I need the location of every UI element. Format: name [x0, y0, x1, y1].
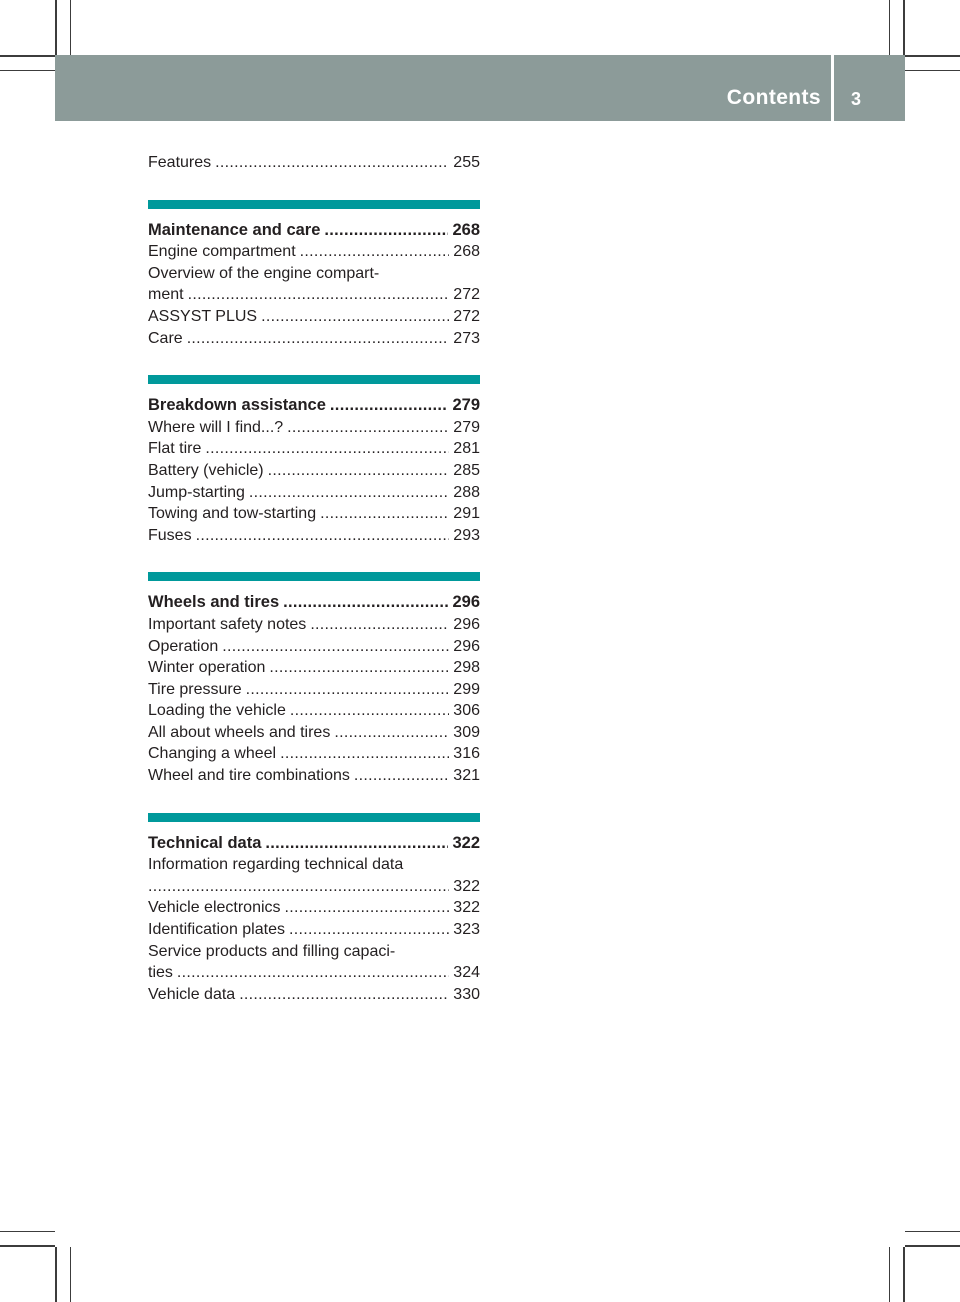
- toc-entry-continued[interactable]: [148, 962, 480, 984]
- dot-leader: [330, 395, 449, 417]
- toc-entry-label: Overview of the engine compart-: [148, 264, 380, 282]
- toc-entry[interactable]: [148, 941, 480, 963]
- toc-entry-page: 324: [453, 964, 480, 982]
- page-header: [55, 55, 905, 121]
- toc-entry-label: Engine compartment: [148, 243, 296, 261]
- toc-entry[interactable]: [148, 241, 480, 263]
- toc-entry-page: 298: [453, 659, 480, 677]
- toc-entry-label: Service products and filling capaci-: [148, 942, 396, 960]
- toc-entry[interactable]: [148, 657, 480, 679]
- toc-entry-page: 306: [453, 702, 480, 720]
- dot-leader: [268, 460, 450, 482]
- page-number: 3: [851, 89, 862, 109]
- toc-entry-page: 321: [453, 767, 480, 785]
- dot-leader: [246, 679, 450, 701]
- toc-section-title: Maintenance and care: [148, 220, 321, 239]
- toc-entry-label: Changing a wheel: [148, 745, 277, 763]
- section-bar: [148, 813, 480, 822]
- toc-entry[interactable]: [148, 482, 480, 504]
- toc-section-page: 296: [452, 593, 480, 612]
- dot-leader: [289, 919, 449, 941]
- toc-entry[interactable]: [148, 525, 480, 547]
- dot-leader: [283, 592, 448, 614]
- toc-entry-label: Care: [148, 329, 183, 347]
- toc-entry-page: 296: [453, 637, 480, 655]
- toc-section-page: 279: [452, 396, 480, 415]
- toc-entry[interactable]: [148, 152, 480, 174]
- toc-entry-label: Identification plates: [148, 921, 285, 939]
- toc-entry[interactable]: [148, 614, 480, 636]
- toc-entry[interactable]: [148, 503, 480, 525]
- toc-entry-label: Tire pressure: [148, 680, 242, 698]
- toc-entry-label: Wheel and tire combinations: [148, 767, 350, 785]
- crop-mark: [905, 1245, 960, 1247]
- toc-section-title: Wheels and tires: [148, 593, 280, 612]
- toc-entry-page: 272: [453, 307, 480, 325]
- toc-entry-label: Important safety notes: [148, 615, 307, 633]
- toc-entry-label: ASSYST PLUS: [148, 307, 258, 325]
- toc-entry[interactable]: [148, 897, 480, 919]
- dot-leader: [290, 700, 449, 722]
- toc-entry-continued[interactable]: [148, 284, 480, 306]
- crop-mark: [889, 1247, 890, 1302]
- toc-entry-page: 255: [453, 154, 480, 171]
- toc-section-heading[interactable]: [148, 395, 480, 417]
- dot-leader: [187, 328, 450, 350]
- crop-mark: [905, 1231, 960, 1232]
- toc-entry-page: 330: [453, 985, 480, 1003]
- toc-entry-page: 299: [453, 680, 480, 698]
- toc-entry-label: Fuses: [148, 526, 192, 544]
- toc-entry-page: 323: [453, 921, 480, 939]
- toc-entry-page: 281: [453, 440, 480, 458]
- toc-entry[interactable]: [148, 438, 480, 460]
- crop-mark: [0, 55, 55, 57]
- dot-leader: [249, 482, 449, 504]
- toc-entry-label: Information regarding technical data: [148, 856, 404, 874]
- crop-mark: [55, 1247, 57, 1302]
- toc-entry[interactable]: [148, 743, 480, 765]
- dot-leader: [196, 525, 450, 547]
- toc-entry-page: 309: [453, 723, 480, 741]
- toc-entry-page: 291: [453, 505, 480, 523]
- dot-leader: [320, 503, 449, 525]
- toc-entry-label: Vehicle electronics: [148, 899, 281, 917]
- toc-entry[interactable]: [148, 854, 480, 876]
- toc-entry[interactable]: [148, 460, 480, 482]
- toc-entry-label: Jump-starting: [148, 483, 245, 501]
- toc-entry-label: Towing and tow-starting: [148, 505, 317, 523]
- crop-mark: [55, 0, 57, 55]
- toc-entry[interactable]: [148, 919, 480, 941]
- toc-entry[interactable]: [148, 328, 480, 350]
- toc-section-heading[interactable]: [148, 833, 480, 855]
- dot-leader: [354, 765, 449, 787]
- toc-entry-page: 273: [453, 329, 480, 347]
- toc-entry[interactable]: [148, 984, 480, 1006]
- toc-section-heading[interactable]: [148, 220, 480, 242]
- toc-entry[interactable]: [148, 417, 480, 439]
- toc-entry[interactable]: [148, 765, 480, 787]
- toc-entry-label-continued: ment: [148, 286, 184, 304]
- toc-entry-page: 316: [453, 745, 480, 763]
- toc-entry-page: 322: [453, 899, 480, 917]
- toc-entry-label: Features: [148, 154, 212, 171]
- toc-entry-label: Where will I find...?: [148, 418, 284, 436]
- dot-leader: [205, 438, 449, 460]
- toc-entry-page: 268: [453, 243, 480, 261]
- crop-mark: [0, 70, 55, 71]
- toc-entry-label: Battery (vehicle): [148, 461, 264, 479]
- toc-entry-page: 285: [453, 461, 480, 479]
- section-bar: [148, 572, 480, 581]
- dot-leader: [269, 657, 449, 679]
- toc-entry[interactable]: [148, 679, 480, 701]
- toc-entry-label: Loading the vehicle: [148, 702, 286, 720]
- toc-section-page: 322: [452, 833, 480, 852]
- crop-mark: [0, 1245, 55, 1247]
- crop-mark: [70, 0, 71, 55]
- toc-section-title: Breakdown assistance: [148, 396, 326, 415]
- toc-entry[interactable]: [148, 306, 480, 328]
- toc-entry-page: 296: [453, 615, 480, 633]
- dot-leader: [239, 984, 449, 1006]
- toc-entry-label-continued: ties: [148, 964, 173, 982]
- toc-entry-page: 272: [453, 286, 480, 304]
- toc-entry[interactable]: [148, 263, 480, 285]
- dot-leader: [280, 743, 449, 765]
- crop-mark: [905, 70, 960, 71]
- dot-leader: [222, 636, 449, 658]
- dot-leader: [177, 962, 449, 984]
- toc-entry-label: All about wheels and tires: [148, 723, 331, 741]
- dot-leader: [265, 833, 448, 855]
- dot-leader: [324, 220, 448, 242]
- crop-mark: [889, 0, 890, 55]
- toc-entry-label: Operation: [148, 637, 219, 655]
- dot-leader: [300, 241, 450, 263]
- crop-mark: [903, 1247, 905, 1302]
- toc-section-page: 268: [452, 220, 480, 239]
- toc-entry-page: 288: [453, 483, 480, 501]
- crop-mark: [0, 1231, 55, 1232]
- toc-entry-page: 293: [453, 526, 480, 544]
- toc-entry-page: 279: [453, 418, 480, 436]
- dot-leader: [310, 614, 449, 636]
- crop-mark: [905, 55, 960, 57]
- header-divider: [831, 55, 834, 121]
- toc-entry-page: 322: [453, 877, 480, 895]
- table-of-contents: [148, 152, 480, 1005]
- crop-mark: [903, 0, 905, 55]
- toc-entry-label: Winter operation: [148, 659, 266, 677]
- toc-entry[interactable]: [148, 700, 480, 722]
- dot-leader: [285, 897, 450, 919]
- dot-leader: [188, 284, 450, 306]
- toc-entry[interactable]: [148, 722, 480, 744]
- toc-entry-label: Flat tire: [148, 440, 202, 458]
- dot-leader: [261, 306, 449, 328]
- page-title: Contents: [726, 86, 821, 109]
- dot-leader: [287, 417, 449, 439]
- toc-entry[interactable]: [148, 636, 480, 658]
- toc-section-title: Technical data: [148, 833, 262, 852]
- section-bar: [148, 200, 480, 209]
- section-bar: [148, 375, 480, 384]
- dot-leader: [215, 152, 449, 174]
- dot-leader: [148, 876, 449, 898]
- crop-mark: [70, 1247, 71, 1302]
- toc-entry-label: Vehicle data: [148, 985, 236, 1003]
- dot-leader: [334, 722, 449, 744]
- toc-entry-continued[interactable]: [148, 876, 480, 898]
- toc-section-heading[interactable]: [148, 592, 480, 614]
